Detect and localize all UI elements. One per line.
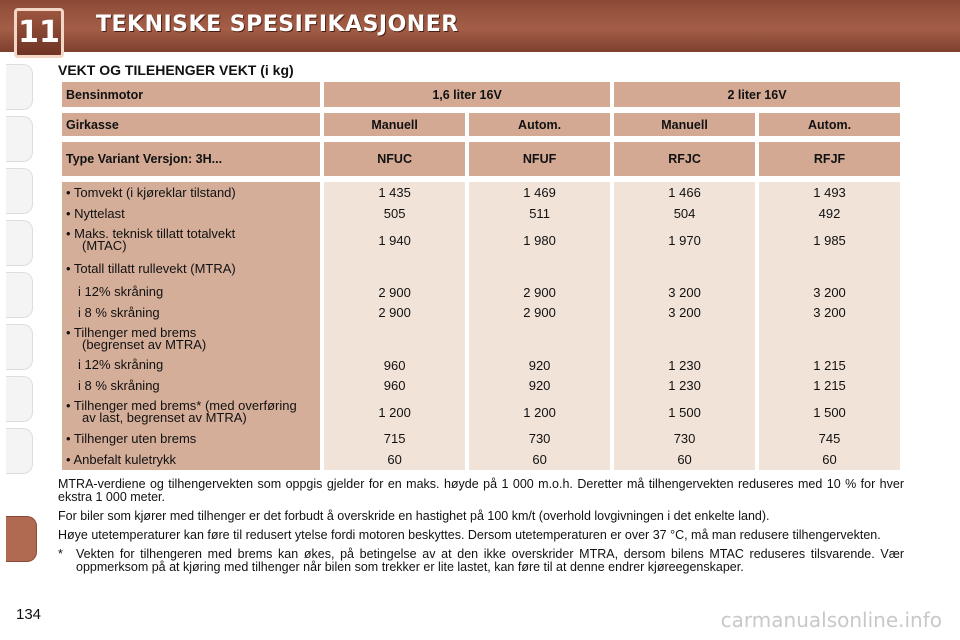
spec-cell: 1 940	[324, 224, 465, 256]
spec-row	[62, 224, 900, 256]
spec-row-label	[62, 203, 320, 224]
spec-row	[62, 449, 900, 470]
spec-cell: 511	[469, 203, 610, 224]
spec-cell: 2 900	[324, 302, 465, 323]
gearbox-col: Manuell	[614, 113, 755, 136]
spec-cell: 1 215	[759, 375, 900, 396]
chapter-tab[interactable]	[6, 220, 33, 266]
note-paragraph: For biler som kjører med tilhenger er det forbudt å overskride en hastighet på 100 km/t (overhold lovgivningen i det enkelte land).	[58, 509, 770, 523]
type-col: NFUF	[469, 142, 610, 176]
spec-row-label	[62, 396, 320, 428]
spec-cell: 1 985	[759, 224, 900, 256]
chapter-tab[interactable]	[6, 324, 33, 370]
gearbox-row	[62, 113, 900, 136]
spec-row-label-text: i 12% skråning	[78, 284, 164, 299]
spec-row-label-text: • Tomvekt (i kjøreklar tilstand)	[66, 184, 236, 200]
spec-cell: 3 200	[614, 302, 755, 323]
type-col: NFUC	[324, 142, 465, 176]
spec-row	[62, 323, 900, 355]
spec-row	[62, 428, 900, 449]
gearbox-col: Autom.	[759, 113, 900, 136]
spec-cell: 2 900	[324, 282, 465, 302]
engine-col: 2 liter 16V	[614, 82, 900, 107]
spec-row-label	[62, 428, 320, 449]
spec-row-label	[62, 323, 320, 355]
chapter-header	[0, 0, 960, 52]
spec-row-label-text: • Tilhenger med brems	[66, 325, 197, 340]
spec-table	[58, 82, 904, 470]
spec-cell: 492	[759, 203, 900, 224]
type-col: RFJF	[759, 142, 900, 176]
spec-row-label	[62, 224, 320, 256]
footnote-marker: *	[58, 547, 63, 561]
engine-label: Bensinmotor	[62, 82, 320, 107]
spec-row-label-text: • Nyttelast	[66, 205, 125, 221]
spec-cell: 1 980	[469, 224, 610, 256]
type-row	[62, 142, 900, 176]
spec-row-label-text: i 8 % skråning	[78, 377, 160, 393]
chapter-number-badge: 11	[14, 8, 64, 58]
spec-cell	[614, 323, 755, 355]
spec-row-label-text: • Maks. teknisk tillatt totalvekt	[66, 226, 236, 241]
spec-row-label	[62, 256, 320, 282]
spec-row-label-text: • Tilhenger med brems* (med overføring	[66, 398, 297, 413]
spec-cell: 920	[469, 355, 610, 375]
spec-row-label-text: • Totall tillatt rullevekt (MTRA)	[66, 261, 236, 276]
spec-cell: 60	[759, 449, 900, 470]
spec-cell	[469, 323, 610, 355]
spec-row-label	[62, 302, 320, 323]
spec-cell: 920	[469, 375, 610, 396]
spec-cell: 1 500	[614, 396, 755, 428]
spec-cell: 505	[324, 203, 465, 224]
spec-row-label	[62, 375, 320, 396]
spec-cell: 715	[324, 428, 465, 449]
chapter-tab[interactable]	[6, 64, 33, 110]
chapter-title: TEKNISKE SPESIFIKASJONER	[96, 12, 459, 37]
spec-cell: 1 970	[614, 224, 755, 256]
spec-row	[62, 256, 900, 282]
spec-row-label	[62, 282, 320, 302]
spec-row	[62, 182, 900, 203]
spec-cell: 745	[759, 428, 900, 449]
spec-cell: 1 215	[759, 355, 900, 375]
spec-row-label-text: i 8 % skråning	[78, 304, 160, 320]
section-title: VEKT OG TILEHENGER VEKT (i kg)	[58, 62, 294, 78]
chapter-tab[interactable]	[6, 272, 33, 318]
spec-cell: 1 200	[324, 396, 465, 428]
spec-cell: 960	[324, 355, 465, 375]
spec-cell: 1 466	[614, 182, 755, 203]
footnote-text: Vekten for tilhengeren med brems kan økes, på betingelse av at den ikke overskrider MTRA, dersom bilens MTAC reduseres tilsvarende. Vær oppmerksom på at kjøring med tilhenger når bilen som trekker er lite lastet, kan føre til at denne endrer kjøreegenskaper.	[76, 547, 904, 574]
note-paragraph: MTRA-verdiene og tilhengervekten som oppgis gjelder for en maks. høyde på 1 000 m.o.h. Deretter må tilhengervekten reduseres med 10 % for hver ekstra 1 000 meter.	[58, 477, 904, 504]
spec-cell: 504	[614, 203, 755, 224]
spec-cell: 2 900	[469, 302, 610, 323]
chapter-tab[interactable]	[6, 428, 33, 474]
chapter-tab[interactable]	[6, 116, 33, 162]
spec-cell	[324, 323, 465, 355]
gearbox-col: Manuell	[324, 113, 465, 136]
spec-row-label-text: av last, begrenset av MTRA)	[82, 410, 247, 425]
spec-row-label	[62, 355, 320, 375]
gearbox-col: Autom.	[469, 113, 610, 136]
spec-cell: 3 200	[759, 282, 900, 302]
spec-row	[62, 375, 900, 396]
spec-row	[62, 302, 900, 323]
spec-cell: 60	[324, 449, 465, 470]
notes	[58, 478, 904, 574]
type-col: RFJC	[614, 142, 755, 176]
spec-row-label	[62, 449, 320, 470]
chapter-tab-active[interactable]	[6, 516, 37, 562]
spec-cell: 730	[469, 428, 610, 449]
spec-cell: 1 230	[614, 355, 755, 375]
spec-row-label-text: (MTAC)	[82, 238, 127, 253]
page-number: 134	[16, 606, 42, 623]
spec-cell: 730	[614, 428, 755, 449]
spec-row	[62, 203, 900, 224]
chapter-tabs	[0, 64, 34, 584]
spec-row-label	[62, 182, 320, 203]
spec-cell: 2 900	[469, 282, 610, 302]
type-label: Type Variant Versjon: 3H...	[62, 142, 320, 176]
spec-row-label-text: i 12% skråning	[78, 357, 164, 372]
spec-cell: 60	[614, 449, 755, 470]
spec-cell: 1 230	[614, 375, 755, 396]
spec-row-label-text: • Anbefalt kuletrykk	[66, 451, 177, 467]
spec-cell	[614, 256, 755, 282]
spec-row	[62, 396, 900, 428]
spec-row	[62, 282, 900, 302]
watermark: carmanualsonline.info	[720, 608, 942, 632]
chapter-tab[interactable]	[6, 376, 33, 422]
spec-cell	[759, 323, 900, 355]
spec-row	[62, 355, 900, 375]
spec-cell: 3 200	[614, 282, 755, 302]
spec-cell	[469, 256, 610, 282]
spec-cell: 60	[469, 449, 610, 470]
chapter-tab[interactable]	[6, 168, 33, 214]
spec-row-label-text: • Tilhenger uten brems	[66, 430, 197, 446]
note-paragraph: Høye utetemperaturer kan føre til redusert ytelse fordi motoren beskyttes. Dersom utetemperaturen er over 37 °C, må man redusere tilhengervekten.	[58, 528, 881, 542]
gearbox-label: Girkasse	[62, 113, 320, 136]
spec-cell: 1 493	[759, 182, 900, 203]
spec-cell: 960	[324, 375, 465, 396]
spec-cell: 3 200	[759, 302, 900, 323]
spec-cell	[759, 256, 900, 282]
spec-cell: 1 500	[759, 396, 900, 428]
engine-row	[62, 82, 900, 107]
spec-cell	[324, 256, 465, 282]
footnote	[58, 548, 904, 574]
spec-cell: 1 200	[469, 396, 610, 428]
spec-row-label-text: (begrenset av MTRA)	[82, 337, 207, 352]
spec-cell: 1 469	[469, 182, 610, 203]
engine-col: 1,6 liter 16V	[324, 82, 610, 107]
spec-cell: 1 435	[324, 182, 465, 203]
